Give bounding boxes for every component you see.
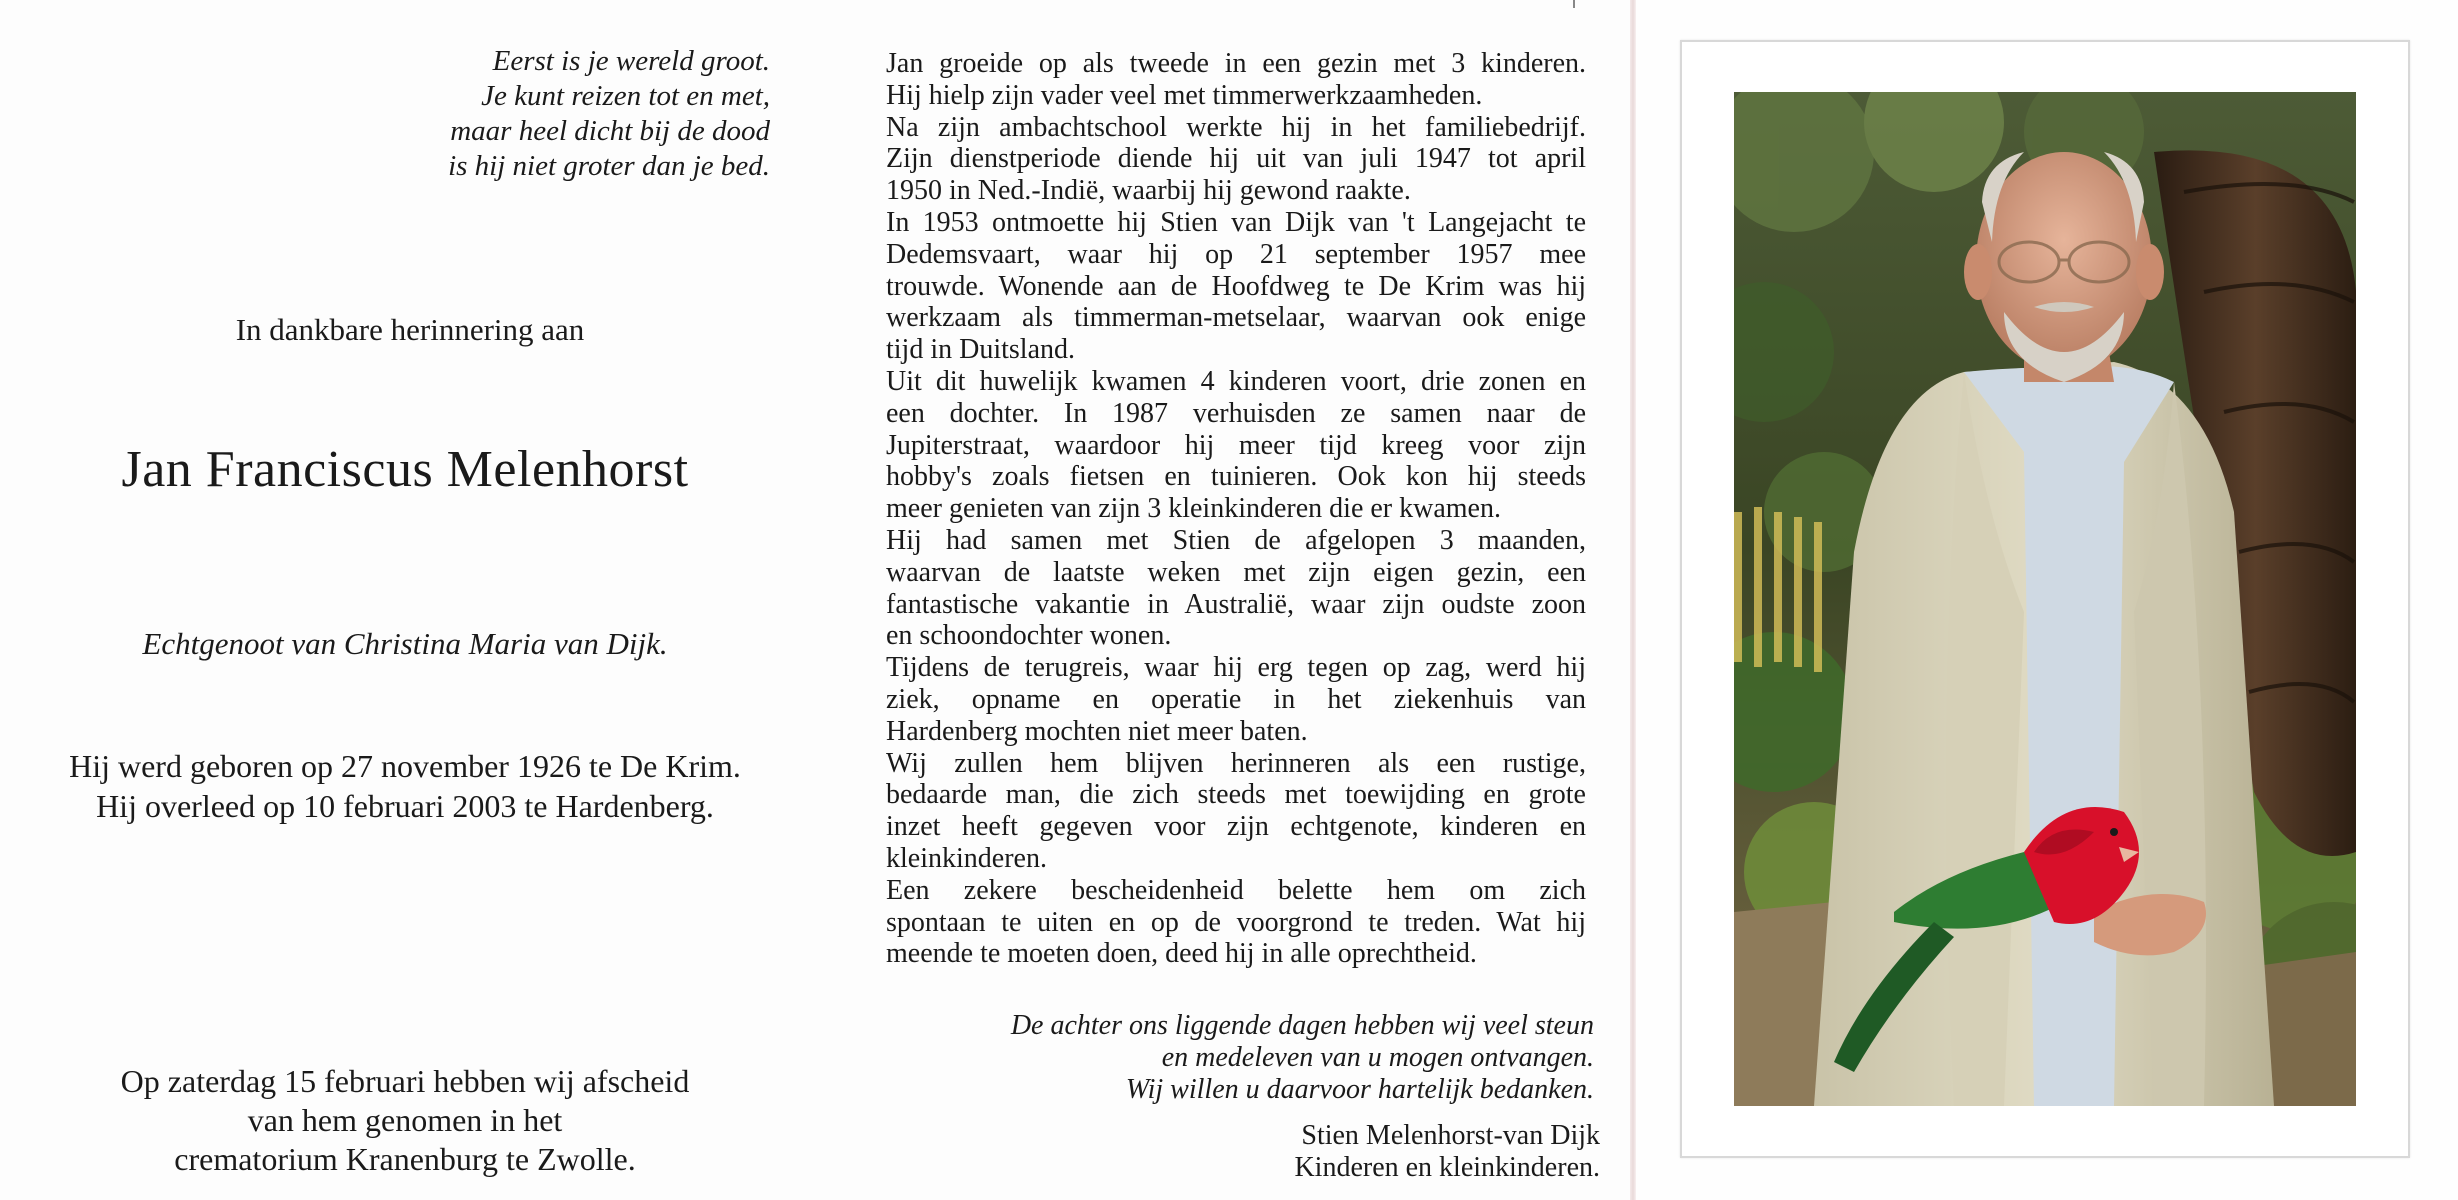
bio-line: Hij had samen met Stien de afgelopen 3 maanden, [886, 524, 1586, 556]
bio-line: Dedemsvaart, waar hij op 21 september 1957 mee [886, 238, 1586, 270]
life-dates [0, 746, 810, 826]
bio-line: Jan groeide op als tweede in een gezin met 3 kinderen. [886, 48, 1586, 79]
bio-line: Hij hielp zijn vader veel met timmerwerkzaamheden. [886, 79, 1483, 111]
farewell-line: van hem genomen in het [247, 1102, 563, 1138]
bio-line: spontaan te uiten en op de voorgrond te treden. Wat hij [886, 906, 1586, 938]
bio-line: Wij zullen hem blijven herinneren als een rustige, [886, 747, 1586, 779]
biography [886, 48, 1586, 970]
birth-line: Hij werd geboren op 27 november 1926 te De Krim. [69, 748, 741, 784]
bio-line: kleinkinderen. [886, 842, 1047, 874]
bio-line: hobby's zoals fietsen en tuinieren. Ook kon hij steeds [886, 461, 1586, 493]
poem [300, 44, 770, 184]
poem-line: is hij niet groter dan je bed. [448, 150, 770, 182]
bio-line: Na zijn ambachtschool werkte hij in het familiebedrijf. [886, 111, 1586, 143]
poem-line: Je kunt reizen tot en met, [481, 80, 770, 112]
farewell-text [0, 1062, 810, 1179]
bio-line: werkzaam als timmerman-metselaar, waarvan ook enige [886, 302, 1586, 334]
bio-line: trouwde. Wonende aan de Hoofdweg te De Krim was hij [886, 270, 1586, 302]
bio-line: waarvan de laatste weken met zijn eigen gezin, een [886, 556, 1586, 588]
signature-line: Kinderen en kleinkinderen. [1294, 1152, 1600, 1183]
bio-line: en schoondochter wonen. [886, 620, 1172, 652]
bio-line: Een zekere bescheidenheid belette hem om zich [886, 874, 1586, 906]
death-line: Hij overleed op 10 februari 2003 te Hardenberg. [96, 788, 714, 824]
bio-line: Jupiterstraat, waardoor hij meer tijd kreeg voor zijn [886, 429, 1586, 461]
signature-line: Stien Melenhorst-van Dijk [1301, 1120, 1600, 1151]
poem-line: Eerst is je wereld groot. [492, 45, 770, 77]
spouse-text: Echtgenoot van Christina Maria van Dijk. [142, 626, 668, 661]
farewell-line: Op zaterdag 15 februari hebben wij afscheid [120, 1063, 690, 1099]
card-fold [1630, 0, 1636, 1200]
dedication-text: In dankbare herinnering aan [235, 312, 585, 347]
bio-line: Tijdens de terugreis, waar hij erg tegen op zag, werd hij [886, 652, 1586, 684]
bio-line: een dochter. In 1987 verhuisden ze samen naar de [886, 397, 1586, 429]
bio-line: Zijn dienstperiode diende hij uit van juli 1947 tot april [886, 143, 1586, 175]
farewell-line: crematorium Kranenburg te Zwolle. [174, 1141, 636, 1177]
bio-line: meer genieten van zijn 3 kleinkinderen die er kwamen. [886, 493, 1501, 525]
thanks-line: De achter ons liggende dagen hebben wij veel steun [1010, 1010, 1594, 1041]
bio-line: bedaarde man, die zich steeds met toewijding en grote [886, 779, 1586, 811]
portrait-illustration [1734, 92, 2356, 1106]
bio-line: fantastische vakantie in Australië, waar zijn oudste zoon [886, 588, 1586, 620]
bio-line: tijd in Duitsland. [886, 334, 1075, 366]
signature [1180, 1120, 1600, 1184]
thanks-text [880, 1010, 1594, 1106]
thanks-line: Wij willen u daarvoor hartelijk bedanken. [1125, 1074, 1594, 1105]
bio-line: In 1953 ontmoette hij Stien van Dijk van 't Langejacht te [886, 206, 1586, 238]
poem-line: maar heel dicht bij de dood [450, 115, 770, 147]
bio-line: Uit dit huwelijk kwamen 4 kinderen voort, drie zonen en [886, 365, 1586, 397]
bio-line: meende te moeten doen, deed hij in alle oprechtheid. [886, 938, 1477, 970]
thanks-line: en medeleven van u mogen ontvangen. [1161, 1042, 1594, 1073]
portrait-photo [1734, 92, 2356, 1106]
bio-line: ziek, opname en operatie in het ziekenhuis van [886, 683, 1586, 715]
bio-line: 1950 in Ned.-Indië, waarbij hij gewond raakte. [886, 175, 1411, 207]
bio-line: Hardenberg mochten niet meer baten. [886, 715, 1308, 747]
deceased-name: Jan Franciscus Melenhorst [121, 441, 689, 498]
bio-line: inzet heeft gegeven voor zijn echtgenote, kinderen en [886, 811, 1586, 843]
crop-mark [1573, 0, 1575, 8]
